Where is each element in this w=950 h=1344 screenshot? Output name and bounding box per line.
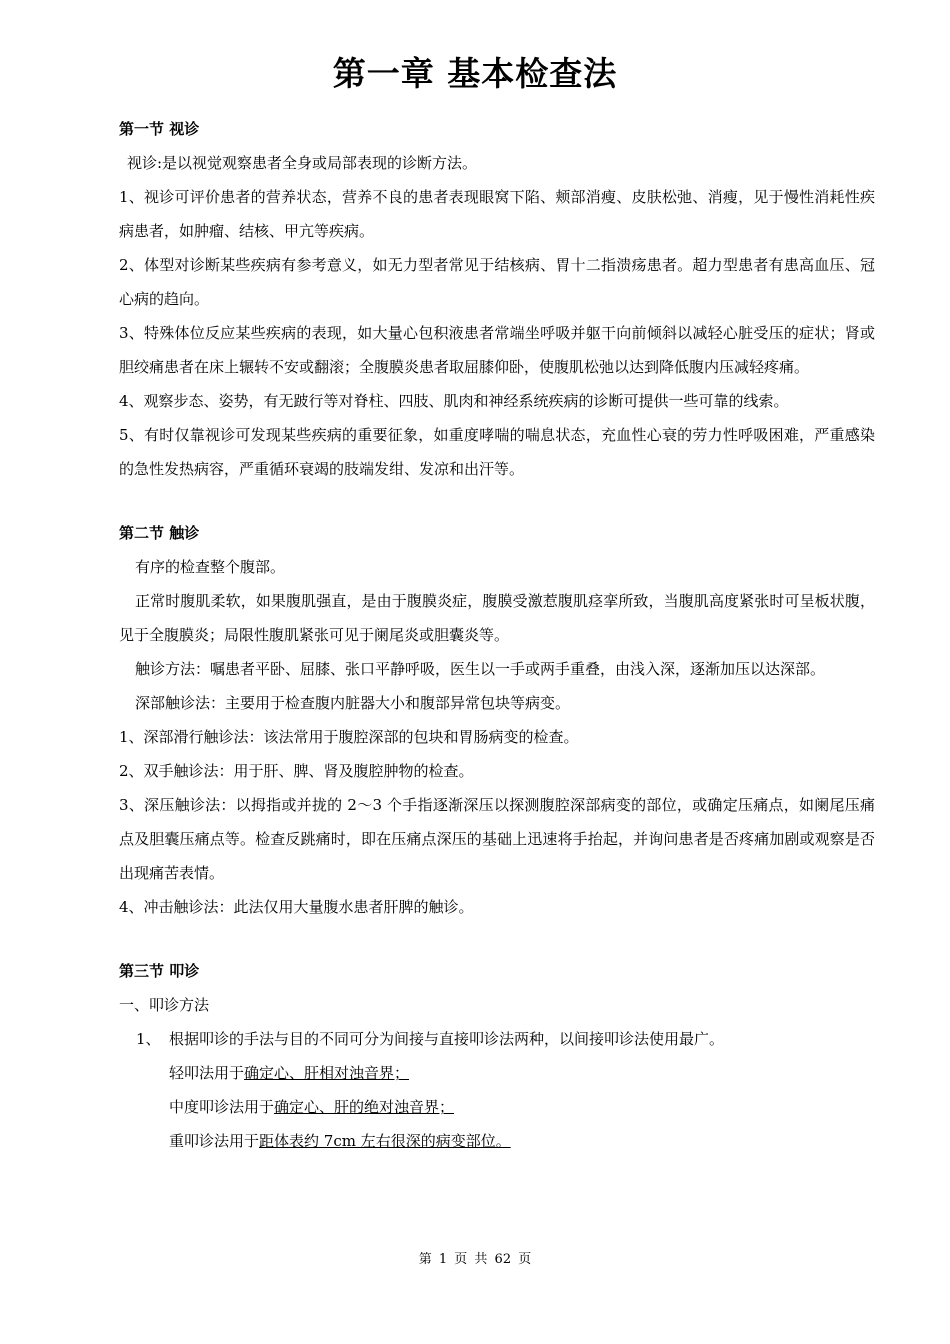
paragraph-inspection-intro: 视诊:是以视觉观察患者全身或局部表现的诊断方法。 — [127, 154, 478, 172]
heavy-percussion-line: 重叩诊法用于距体表约 7cm 左右很深的病变部位。 — [169, 1132, 511, 1150]
page-footer: 第 1 页 共 62 页 — [418, 1252, 532, 1267]
list-item: 4、观察步态、姿势，有无跛行等对脊柱、四肢、肌肉和神经系统疾病的诊断可提供一些可靠的线索。 — [119, 392, 789, 410]
paragraph: 触诊方法：嘱患者平卧、屈膝、张口平静呼吸，医生以一手或两手重叠，由浅入深，逐渐加压以达深部。 — [135, 660, 826, 678]
list-item: 5、有时仅靠视诊可发现某些疾病的重要征象，如重度哮喘的喘息状态，充血性心衰的劳力性呼吸困难，严重感染的急性发热病容，严重循环衰竭的肢端发绀、发凉和出汗等。 — [119, 426, 875, 478]
list-item: 3、深压触诊法：以拇指或并拢的 2～3 个手指逐渐深压以探测腹腔深部病变的部位，或确定压痛点，如阑尾压痛点及胆囊压痛点等。检查反跳痛时，即在压痛点深压的基础上迅速将手抬起，并询问患者是否疼痛加剧或观察是否出现痛苦表情。 — [119, 796, 875, 882]
item-text: 根据叩诊的手法与目的不同可分为间接与直接叩诊法两种，以间接叩诊法使用最广。 — [169, 1030, 725, 1048]
light-percussion-line: 轻叩法用于确定心、肝相对浊音界； — [169, 1064, 410, 1082]
paragraph: 深部触诊法：主要用于检查腹内脏器大小和腹部异常包块等病变。 — [135, 694, 571, 712]
list-item: 1、视诊可评价患者的营养状态，营养不良的患者表现眼窝下陷、颊部消瘦、皮肤松弛、消瘦，见于慢性消耗性疾病患者，如肿瘤、结核、甲亢等疾病。 — [119, 188, 875, 240]
numbered-item — [119, 1022, 875, 1056]
list-item: 2、双手触诊法：用于肝、脾、肾及腹腔肿物的检查。 — [119, 762, 474, 780]
section-heading-inspection: 第一节 视诊 — [119, 120, 200, 138]
underlined-text: 距体表约 7cm 左右很深的病变部位。 — [259, 1132, 511, 1150]
paragraph: 有序的检查整个腹部。 — [135, 558, 286, 576]
chapter-title: 第一章 基本检查法 — [332, 54, 618, 93]
list-item: 3、特殊体位反应某些疾病的表现，如大量心包积液患者常端坐呼吸并躯干向前倾斜以减轻心脏受压的症状；肾或胆绞痛患者在床上辗转不安或翻滚；全腹膜炎患者取屈膝仰卧，使腹肌松弛以达到降低腹内压减轻疼痛。 — [119, 324, 875, 376]
paragraph: 正常时腹肌柔软，如果腹肌强直，是由于腹膜炎症，腹膜受激惹腹肌痉挛所致，当腹肌高度紧张时可呈板状腹，见于全腹膜炎；局限性腹肌紧张可见于阑尾炎或胆囊炎等。 — [119, 592, 875, 644]
list-item: 2、体型对诊断某些疾病有参考意义，如无力型者常见于结核病、胃十二指溃疡患者。超力型患者有患高血压、冠心病的趋向。 — [119, 256, 875, 308]
list-item: 1、深部滑行触诊法：该法常用于腹腔深部的包块和胃肠病变的检查。 — [119, 728, 579, 746]
medium-percussion-line: 中度叩诊法用于确定心、肝的绝对浊音界； — [169, 1098, 455, 1116]
item-number: 1、 — [136, 1030, 161, 1048]
section-heading-percussion: 第三节 叩诊 — [119, 962, 200, 980]
sub-heading: 一、叩诊方法 — [119, 996, 210, 1014]
list-item: 4、冲击触诊法：此法仅用大量腹水患者肝脾的触诊。 — [119, 898, 474, 916]
underlined-text: 确定心、肝相对浊音界； — [244, 1064, 410, 1082]
underlined-text: 确定心、肝的绝对浊音界； — [274, 1098, 455, 1116]
section-heading-palpation: 第二节 触诊 — [119, 524, 200, 542]
page-content — [119, 112, 875, 1158]
